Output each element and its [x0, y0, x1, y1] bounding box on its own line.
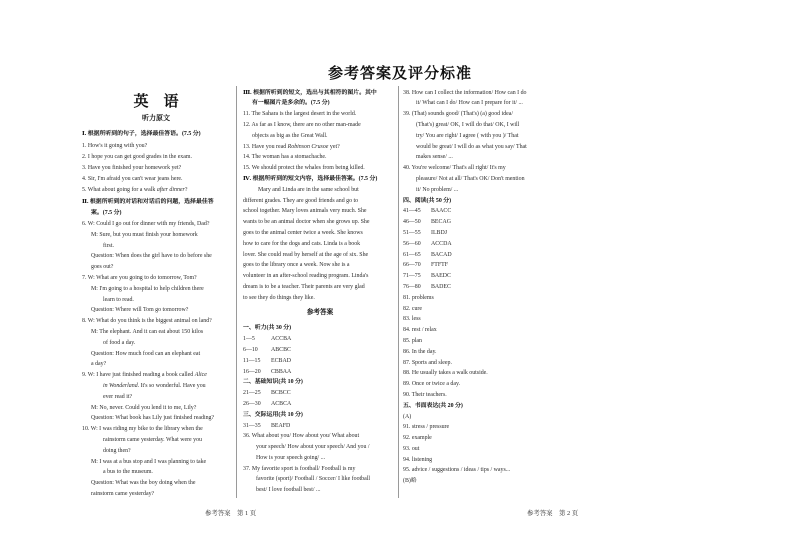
- answer-letters: BAACC: [431, 208, 452, 215]
- listening-item-12: 12. As far as I know, there are no other man-made: [243, 121, 361, 128]
- column-divider-right: [398, 86, 399, 498]
- dialogue-6: 6. W: Could I go out for dinner with my friends, Dad?: [82, 220, 210, 227]
- text-span: 9. W: I have just finished reading a book called: [82, 372, 195, 379]
- answer-letters: ILBDJ: [431, 229, 448, 236]
- passage-line: lover. She could read by herself at the age of six. She: [243, 251, 369, 258]
- answer-39-cont: makes sense/ ...: [416, 154, 453, 161]
- listening-item-5: [82, 185, 236, 196]
- answer-row: [243, 421, 397, 432]
- answer-range: 26—30: [243, 400, 261, 407]
- dialogue-7: 7. W: What are you going to do tomorrow, Tom?: [82, 274, 197, 281]
- listening-item-13: [243, 142, 397, 153]
- answer-letters: BADEC: [431, 283, 451, 290]
- answer-36: 36. What about you/ How about you/ What about: [243, 433, 360, 440]
- question-line: Question: How much food can an elephant eat: [91, 350, 201, 357]
- passage-line: Mary and Linda are in the same school but: [258, 186, 359, 193]
- answer-letters: BACAD: [431, 251, 452, 258]
- passage-line: different grades. They are good friends and go to: [243, 197, 359, 204]
- answer-36-cont: How is your speech going/ ...: [256, 454, 326, 461]
- answer-81: 81. problems: [403, 294, 434, 301]
- answer-range: 51—55: [403, 229, 421, 236]
- answer-40: 40. You're welcome/ That's all right/ It's my: [403, 165, 506, 172]
- question-line: goes out?: [91, 264, 114, 271]
- answer-87: 87. Sports and sleep.: [403, 359, 452, 366]
- answer-letters: BAEDC: [431, 273, 451, 280]
- answer-37-cont: favorite (sport)/ Football / Soccer/ I like football: [256, 476, 371, 483]
- section-4-heading: Ⅳ. 根据所听到的短文内容，选择最佳答案。(7.5 分): [243, 175, 378, 182]
- dialogue-line: first.: [103, 242, 114, 249]
- passage-line: volunteer in an after-school reading program. Linda's: [243, 273, 369, 280]
- answer-row: [403, 282, 557, 293]
- dialogue-line: M: Sure, but you must finish your homework: [91, 231, 198, 238]
- part-4-heading: 四、阅读(共 50 分): [403, 197, 452, 204]
- answer-row: [403, 250, 557, 261]
- section-3-heading: Ⅲ. 根据所听到的短文，选出与其相符的图片。其中: [243, 89, 377, 96]
- answer-range: 6—10: [243, 346, 258, 353]
- dialogue-line: ever read it?: [103, 393, 133, 400]
- answer-row: [403, 206, 557, 217]
- answer-row: [243, 334, 397, 345]
- listening-item-3: 3. Have you finished your homework yet?: [82, 164, 182, 171]
- question-line: a day?: [91, 361, 107, 368]
- dialogue-line: learn to read.: [103, 296, 134, 303]
- right-column: [403, 88, 557, 487]
- answer-39-cont: (That's) great/ OK, I will do that/ OK, I will: [416, 121, 520, 128]
- listening-item-12-cont: objects as big as the Great Wall.: [252, 132, 328, 139]
- answer-range: 1—5: [243, 336, 255, 343]
- dialogue-line: [82, 381, 236, 392]
- text-span: ?: [184, 186, 188, 193]
- dialogue-line: rainstorm came yesterday. What were you: [103, 436, 202, 443]
- dialogue-9: [82, 370, 236, 381]
- passage-line: school together. Mary loves animals very much. She: [243, 208, 367, 215]
- question-line: Question: When does the girl have to do before she: [91, 253, 212, 260]
- answer-89: 89. Once or twice a day.: [403, 381, 461, 388]
- listening-item-2: 2. I hope you can get good grades in the exam.: [82, 154, 192, 161]
- passage-line: goes to the animal center twice a week. She knows: [243, 229, 363, 236]
- answer-90: 90. Their teachers.: [403, 391, 447, 398]
- answer-37-cont: best/ I love football best/ ...: [256, 487, 321, 494]
- answer-37: 37. My favorite sport is football/ Football is my: [243, 465, 356, 472]
- subject-heading: 英 语: [133, 94, 179, 110]
- listening-item-4: 4. Sir, I'm afraid you can't wear jeans here.: [82, 175, 183, 182]
- answer-85: 85. plan: [403, 337, 422, 344]
- listening-item-14: 14. The woman has a stomachache.: [243, 154, 327, 161]
- answer-row: [403, 217, 557, 228]
- question-line: Question: What was the boy doing when the: [91, 480, 196, 487]
- answer-range: 46—50: [403, 219, 421, 226]
- part-2-heading: 二、基础知识(共 10 分): [243, 379, 303, 386]
- answer-letters: ACCBA: [271, 336, 292, 343]
- section-2-heading-cont: 案。(7.5 分): [91, 210, 122, 217]
- question-line: Question: Where will Tom go tomorrow?: [91, 307, 189, 314]
- answer-row: [243, 399, 397, 410]
- answer-83: 83. less: [403, 316, 421, 323]
- answer-86: 86. In the day.: [403, 348, 437, 355]
- part-5-heading: 五、书面表达(共 20 分): [403, 402, 463, 409]
- footer-page-2: 参考答案 第 2 页: [527, 510, 579, 517]
- answer-91: 91. stress / pressure: [403, 424, 450, 431]
- part-3-heading: 三、交际运用(共 10 分): [243, 411, 303, 418]
- answer-range: 41—45: [403, 208, 421, 215]
- question-line: rainstorm came yesterday?: [91, 490, 155, 497]
- answer-letters: ACBCA: [271, 400, 292, 407]
- answer-letters: BCBCC: [271, 390, 291, 397]
- column-divider-left: [236, 86, 237, 498]
- answer-94: 94. listening: [403, 456, 433, 463]
- italic-text: after dinner: [156, 186, 185, 193]
- italic-text: Alice: [194, 372, 207, 379]
- text-span: . It's so wonderful. Have you: [137, 382, 206, 389]
- listening-item-11: 11. The Sahara is the largest desert in the world.: [243, 111, 357, 118]
- answer-93: 93. out: [403, 445, 420, 452]
- dialogue-8: 8. W: What do you think is the biggest animal on land?: [82, 318, 212, 325]
- answer-range: 56—60: [403, 240, 421, 247]
- answer-row: [243, 388, 397, 399]
- answer-39-cont: try/ You are right/ I agree ( with you )/ That: [416, 132, 519, 139]
- section-3-heading-cont: 有一幅图片是多余的。(7.5 分): [252, 100, 330, 107]
- dialogue-line: of food a day.: [103, 339, 136, 346]
- answers-heading: 参考答案: [306, 308, 334, 316]
- answer-row: [403, 228, 557, 239]
- dialogue-line: a bus to the museum.: [103, 469, 153, 476]
- answer-range: 21—25: [243, 390, 261, 397]
- passage-line: dream is to be a teacher. Their parents are very glad: [243, 283, 365, 290]
- answer-95: 95. advice / suggestions / ideas / tips / ways...: [403, 467, 511, 474]
- answer-88: 88. He usually takes a walk outside.: [403, 370, 488, 377]
- dialogue-line: M: The elephant. And it can eat about 150 kilos: [91, 328, 204, 335]
- answer-84: 84. rest / relax: [403, 327, 437, 334]
- answer-40-cont: pleasure/ Not at all/ That's OK/ Don't mention: [416, 175, 525, 182]
- answer-letters: CBBAA: [271, 368, 292, 375]
- answer-range: 11—15: [243, 357, 261, 364]
- answer-row: [243, 356, 397, 367]
- document-title: 参考答案及评分标准: [327, 66, 472, 82]
- part-1-heading: 一、听力(共 30 分): [243, 325, 292, 332]
- dialogue-10: 10. W: I was riding my bike to the library when the: [82, 426, 203, 433]
- part-b-label: (B)略: [403, 478, 417, 485]
- section-1-heading: Ⅰ. 根据所听到的句子，选择最佳答语。(7.5 分): [82, 130, 201, 137]
- question-line: Question: What book has Lily just finished reading?: [91, 415, 215, 422]
- listening-script-heading: 听力原文: [142, 114, 170, 122]
- answer-row: [403, 271, 557, 282]
- footer-page-1: 参考答案 第 1 页: [205, 510, 257, 517]
- left-column: [82, 129, 236, 500]
- italic-text: Robinson Crusoe: [287, 143, 329, 150]
- passage-line: goes to the library once a week. Now she is a: [243, 262, 350, 269]
- dialogue-line: M: I'm going to a hospital to help children there: [91, 285, 204, 292]
- text-span: 13. Have you read: [243, 143, 288, 150]
- answer-range: 76—80: [403, 283, 421, 290]
- answer-38-cont: it/ What can I do/ How can I prepare for it/ ...: [416, 100, 523, 107]
- answer-36-cont: your speech/ How about your speech/ And you /: [256, 444, 370, 451]
- listening-item-15: 15. We should protect the whales from being killed.: [243, 165, 365, 172]
- part-a-label: (A): [403, 413, 412, 420]
- passage-line: to see they do things they like.: [243, 294, 315, 301]
- answer-40-cont: it/ No problem/ ...: [416, 186, 459, 193]
- answer-row: [403, 260, 557, 271]
- passage-line: how to care for the dogs and cats. Linda is a book: [243, 240, 361, 247]
- answer-39: 39. (That) sounds good/ (That's) (a) good idea/: [403, 111, 514, 118]
- text-span: yet?: [328, 143, 340, 150]
- dialogue-line: M: I was at a bus stop and I was planning to take: [91, 458, 207, 465]
- passage-line: wants to be an animal doctor when she grows up. She: [243, 219, 370, 226]
- answer-range: 16—20: [243, 368, 261, 375]
- answer-row: [243, 345, 397, 356]
- dialogue-line: doing then?: [103, 447, 131, 454]
- middle-column: [243, 88, 397, 496]
- text-span: 5. What about going for a walk: [82, 186, 157, 193]
- answer-letters: ABCBC: [271, 346, 291, 353]
- italic-text: in Wonderland: [103, 382, 138, 389]
- answer-letters: BEAFD: [271, 422, 291, 429]
- answer-row: [243, 367, 397, 378]
- answer-letters: FTFTF: [431, 262, 449, 269]
- answer-row: [403, 239, 557, 250]
- answer-39-cont: would be great/ I will do as what you say/ That: [416, 143, 527, 150]
- answer-38: 38. How can I collect the information/ How can I do: [403, 89, 527, 96]
- answer-range: 61—65: [403, 251, 421, 258]
- answer-letters: ACCDA: [431, 240, 452, 247]
- answer-letters: BECAG: [431, 219, 451, 226]
- listening-item-1: 1. How's it going with you?: [82, 143, 148, 150]
- answer-range: 31—35: [243, 422, 261, 429]
- answer-range: 71—75: [403, 273, 421, 280]
- answer-92: 92. example: [403, 435, 432, 442]
- answer-82: 82. cure: [403, 305, 422, 312]
- section-2-heading: Ⅱ. 根据所听到的对话和对话后的问题，选择最佳答: [82, 199, 214, 206]
- answer-range: 66—70: [403, 262, 421, 269]
- answer-letters: ECBAD: [271, 357, 291, 364]
- dialogue-line: M: No, never. Could you lend it to me, Lily?: [91, 404, 197, 411]
